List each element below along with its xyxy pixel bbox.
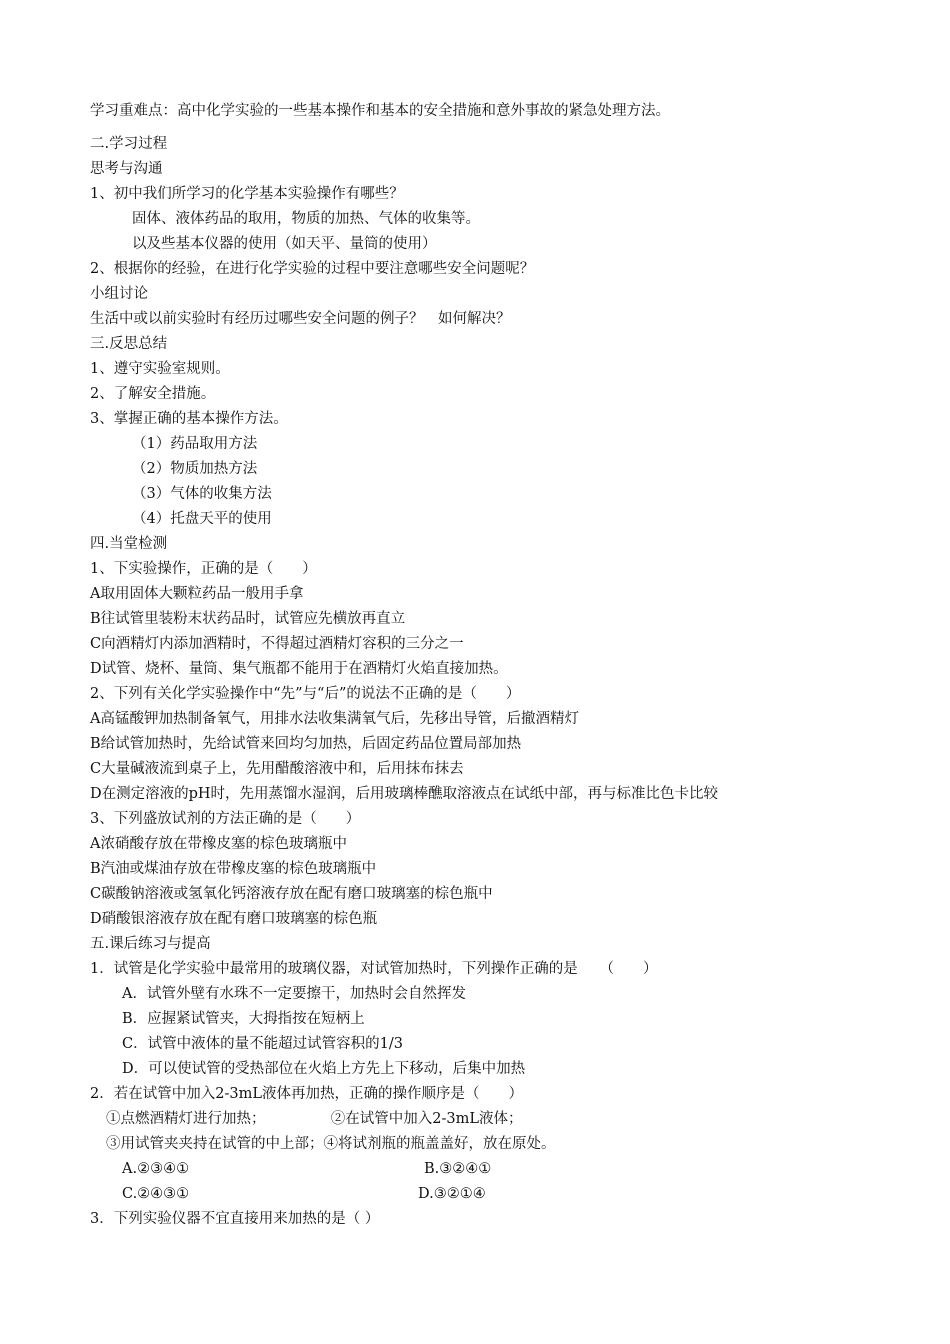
quiz-option: D在测定溶液的pH时，先用蒸馏水湿润，后用玻璃棒醮取溶液点在试纸中部，再与标准比色卡比较 [90,786,719,802]
question-2: 2、根据你的经验，在进行化学实验的过程中要注意哪些安全问题呢？ [90,261,535,277]
section-heading-2: 二.学习过程 [90,136,168,152]
exercise-question-3: 3．下列实验仪器不宜直接用来加热的是（ ） [90,1211,380,1227]
quiz-question-2: 2、下列有关化学实验操作中“先”与“后”的说法不正确的是（ ） [90,686,521,702]
exercise-question-1: 1．试管是化学实验中最常用的玻璃仪器，对试管加热时，下列操作正确的是 （ ） [90,961,658,977]
summary-item: 2、了解安全措施。 [90,386,216,402]
exercise-choice-d: D.③②①④ [418,1186,486,1202]
quiz-option: D硝酸银溶液存放在配有磨口玻璃塞的棕色瓶 [90,911,378,927]
exercise-choice-b: B.③②④① [424,1161,492,1177]
quiz-option: A取用固体大颗粒药品一般用手拿 [90,586,304,602]
sub-item: （3）气体的收集方法 [132,486,272,502]
quiz-question-3: 3、下列盛放试剂的方法正确的是（ ） [90,811,361,827]
discussion-question: 生活中或以前实验时有经历过哪些安全问题的例子？ 如何解决？ [90,311,511,327]
quiz-option: A浓硝酸存放在带橡皮塞的棕色玻璃瓶中 [90,836,347,852]
quiz-option: C大量碱液流到桌子上，先用醋酸溶液中和，后用抹布抹去 [90,761,464,777]
quiz-option: C向酒精灯内添加酒精时，不得超过酒精灯容积的三分之一 [90,636,464,652]
exercise-step-line: ③用试管夹夹持在试管的中上部；④将试剂瓶的瓶盖盖好，放在原处。 [106,1136,556,1152]
summary-item: 3、掌握正确的基本操作方法。 [90,411,288,427]
quiz-option: C碳酸钠溶液或氢氧化钙溶液存放在配有磨口玻璃塞的棕色瓶中 [90,886,493,902]
quiz-option: B给试管加热时，先给试管来回均匀加热，后固定药品位置局部加热 [90,736,522,752]
quiz-question-1: 1、下实验操作，正确的是（ ） [90,561,317,577]
question-1: 1、初中我们所学习的化学基本实验操作有哪些？ [90,186,404,202]
key-points: 学习重难点：高中化学实验的一些基本操作和基本的安全措施和意外事故的紧急处理方法。 [90,103,670,119]
quiz-option: B往试管里装粉末状药品时，试管应先横放再直立 [90,611,406,627]
exercise-choice-a: A.②③④① [122,1161,190,1177]
sub-item: （2）物质加热方法 [132,461,258,477]
exercise-option: C．试管中液体的量不能超过试管容积的1/3 [122,1036,403,1052]
quiz-option: A高锰酸钾加热制备氧气，用排水法收集满氧气后，先移出导管，后撤酒精灯 [90,711,579,727]
sub-item: （1）药品取用方法 [132,436,258,452]
answer-line: 以及些基本仪器的使用（如天平、量筒的使用） [132,236,437,252]
subheading-group: 小组讨论 [90,286,148,302]
answer-line: 固体、液体药品的取用，物质的加热、气体的收集等。 [132,211,480,227]
section-heading-4: 四.当堂检测 [90,536,168,552]
exercise-option: D．可以使试管的受热部位在火焰上方先上下移动，后集中加热 [122,1061,526,1077]
sub-item: （4）托盘天平的使用 [132,511,272,527]
subheading-think: 思考与沟通 [90,161,163,177]
quiz-option: B汽油或煤油存放在带橡皮塞的棕色玻璃瓶中 [90,861,377,877]
section-heading-5: 五.课后练习与提高 [90,936,211,952]
exercise-option: B．应握紧试管夹，大拇指按在短柄上 [122,1011,365,1027]
exercise-option: A．试管外壁有水珠不一定要擦干，加热时会自然挥发 [122,986,466,1002]
summary-item: 1、遵守实验室规则。 [90,361,230,377]
exercise-question-2: 2．若在试管中加入2-3mL液体再加热，正确的操作顺序是（ ） [90,1086,523,1102]
exercise-step-line: ①点燃酒精灯进行加热； ②在试管中加入2-3mL液体； [106,1111,523,1127]
exercise-choice-c: C.②④③① [122,1186,190,1202]
section-heading-3: 三.反思总结 [90,336,168,352]
quiz-option: D试管、烧杯、量筒、集气瓶都不能用于在酒精灯火焰直接加热。 [90,661,508,677]
